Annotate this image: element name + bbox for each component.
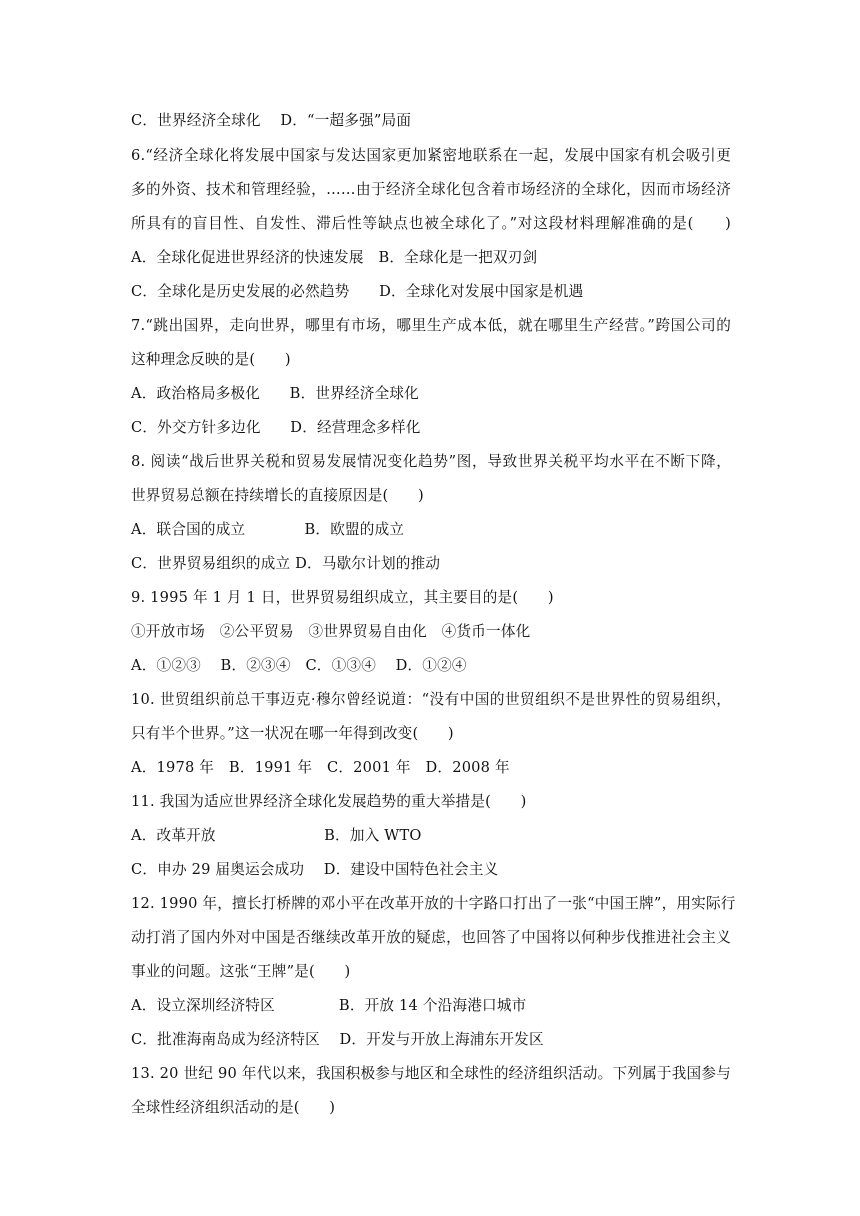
q8-stem-line1: 8. 阅读“战后世界关税和贸易发展情况变化趋势”图，导致世界关税平均水平在不断下降， (131, 453, 731, 470)
q10-options: A．1978 年 B．1991 年 C．2001 年 D．2008 年 (131, 759, 510, 776)
q8-stem-line2: 世界贸易总额在持续增长的直接原因是( ) (131, 487, 424, 504)
q9-options: A．①②③ B．②③④ C．①③④ D．①②④ (131, 657, 467, 674)
q6-stem-line3: 所具有的盲目性、自发性、滞后性等缺点也被全球化了。”对这段材料理解准确的是( ) (131, 215, 731, 232)
q6-stem-line1: 6.“经济全球化将发展中国家与发达国家更加紧密地联系在一起，发展中国家有机会吸引更 (131, 147, 731, 164)
q11-options-ab: A．改革开放 B．加入 WTO (131, 827, 422, 844)
q12-options-ab: A．设立深圳经济特区 B．开放 14 个沿海港口城市 (131, 997, 527, 1014)
q7-stem-line2: 这种理念反映的是( ) (131, 351, 291, 368)
q12-stem-line3: 事业的问题。这张“王牌”是( ) (131, 963, 351, 980)
q5-options-cd: C．世界经济全球化 D．“一超多强”局面 (131, 112, 412, 129)
q13-stem-line2: 全球性经济组织活动的是( ) (131, 1099, 336, 1116)
q6-options-cd: C．全球化是历史发展的必然趋势 D．全球化对发展中国家是机遇 (131, 283, 584, 300)
q6-stem-line2: 多的外资、技术和管理经验，……由于经济全球化包含着市场经济的全球化，因而市场经济 (131, 181, 731, 198)
q9-items: ①开放市场 ②公平贸易 ③世界贸易自由化 ④货币一体化 (131, 623, 531, 640)
q10-stem-line2: 只有半个世界。”这一状况在哪一年得到改变( ) (131, 725, 454, 742)
q8-options-ab: A．联合国的成立 B．欧盟的成立 (131, 521, 405, 538)
q9-stem: 9. 1995 年 1 月 1 日，世界贸易组织成立，其主要目的是( ) (131, 589, 554, 606)
q12-stem-line1: 12. 1990 年，擅长打桥牌的邓小平在改革开放的十字路口打出了一张“中国王牌”，用实际行 (131, 895, 736, 912)
q12-stem-line2: 动打消了国内外对中国是否继续改革开放的疑虑，也回答了中国将以何种步伐推进社会主义 (131, 929, 731, 946)
q8-options-cd: C．世界贸易组织的成立 D．马歇尔计划的推动 (131, 555, 441, 572)
q7-options-ab: A．政治格局多极化 B．世界经济全球化 (131, 385, 419, 402)
q11-stem: 11. 我国为适应世界经济全球化发展趋势的重大举措是( ) (131, 793, 527, 810)
q13-stem-line1: 13. 20 世纪 90 年代以来，我国积极参与地区和全球性的经济组织活动。下列属于我国参与 (131, 1065, 731, 1082)
q12-options-cd: C．批准海南岛成为经济特区 D．开发与开放上海浦东开发区 (131, 1031, 544, 1048)
q6-options-ab: A．全球化促进世界经济的快速发展 B．全球化是一把双刃剑 (131, 249, 538, 266)
q11-options-cd: C．申办 29 届奥运会成功 D．建设中国特色社会主义 (131, 861, 499, 878)
q7-options-cd: C．外交方针多边化 D．经营理念多样化 (131, 419, 421, 436)
q10-stem-line1: 10. 世贸组织前总干事迈克·穆尔曾经说道：“没有中国的世贸组织不是世界性的贸易组织， (131, 691, 731, 708)
q7-stem-line1: 7.“跳出国界，走向世界，哪里有市场，哪里生产成本低，就在哪里生产经营。”跨国公司的 (131, 317, 731, 334)
